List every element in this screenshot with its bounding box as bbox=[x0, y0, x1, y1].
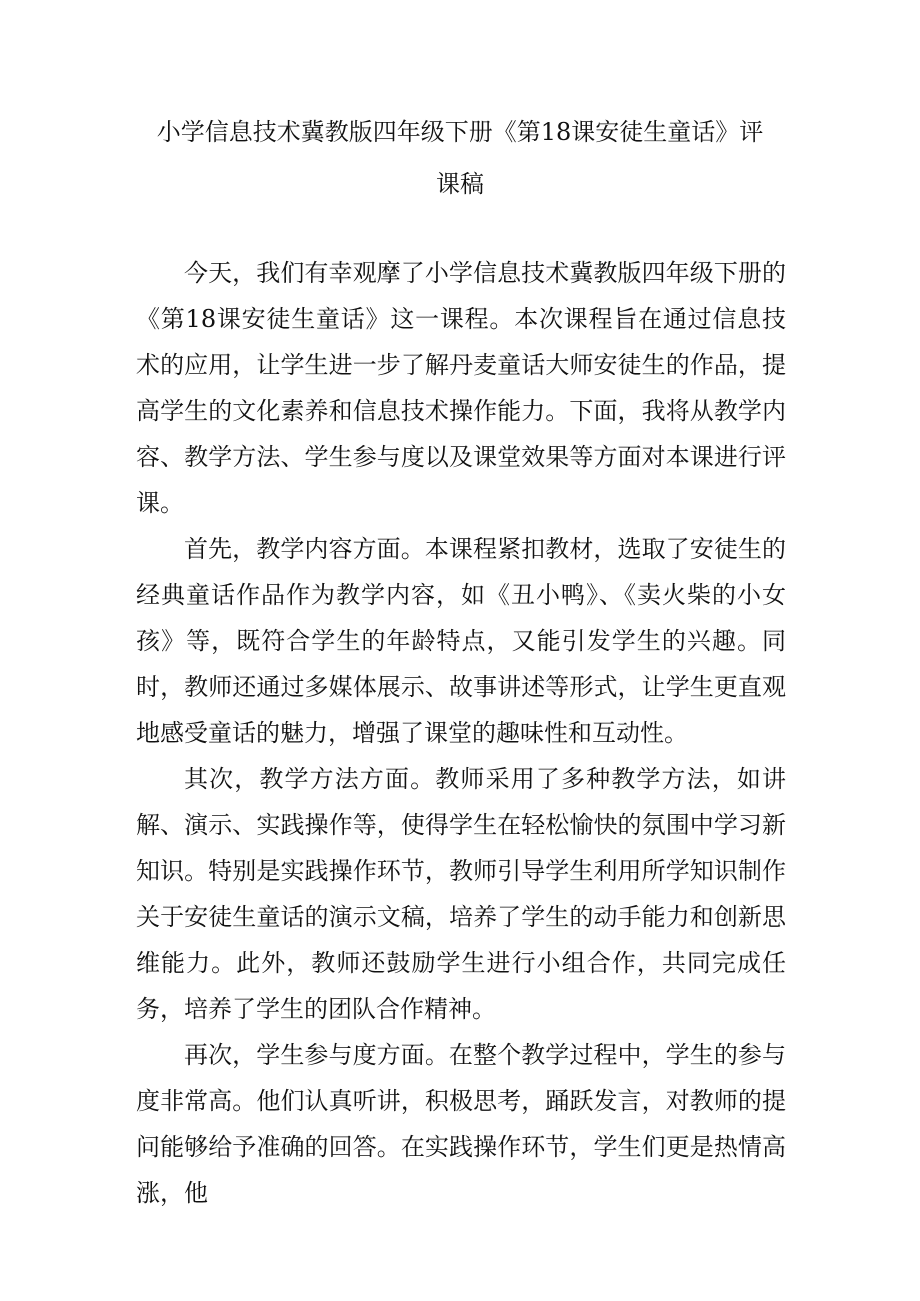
paragraph-student-participation: 再次，学生参与度方面。在整个教学过程中，学生的参与度非常高。他们认真听讲，积极思考，踊跃发言，对教师的提问能够给予准确的回答。在实践操作环节，学生们更是热情高涨，他 bbox=[136, 1041, 786, 1207]
paragraph-intro: 今天，我们有幸观摩了小学信息技术冀教版四年级下册的《第18课安徒生童话》这一课程。本次课程旨在通过信息技术的应用，让学生进一步了解丹麦童话大师安徒生的作品，提高学生的文化素养和信息技术操作能力。下面，我将从教学内容、教学方法、学生参与度以及课堂效果等方面对本课进行评课。 bbox=[136, 259, 786, 517]
paragraph-teaching-methods: 其次，教学方法方面。教师采用了多种教学方法，如讲解、演示、实践操作等，使得学生在轻松愉快的氛围中学习新知识。特别是实践操作环节，教师引导学生利用所学知识制作关于安徒生童话的演示文稿，培养了学生的动手能力和创新思维能力。此外，教师还鼓励学生进行小组合作，共同完成任务，培养了学生的团队合作精神。 bbox=[136, 765, 786, 1023]
document-body bbox=[136, 250, 786, 1216]
document-title-line-2: 课稿 bbox=[436, 170, 484, 198]
paragraph-teaching-content: 首先，教学内容方面。本课程紧扣教材，选取了安徒生的经典童话作品作为教学内容，如《丑小鸭》、《卖火柴的小女孩》等，既符合学生的年龄特点，又能引发学生的兴趣。同时，教师还通过多媒体展示、故事讲述等形式，让学生更直观地感受童话的魅力，增强了课堂的趣味性和互动性。 bbox=[136, 535, 786, 747]
document-title-line-1: 小学信息技术冀教版四年级下册《第18课安徒生童话》评 bbox=[156, 118, 764, 146]
